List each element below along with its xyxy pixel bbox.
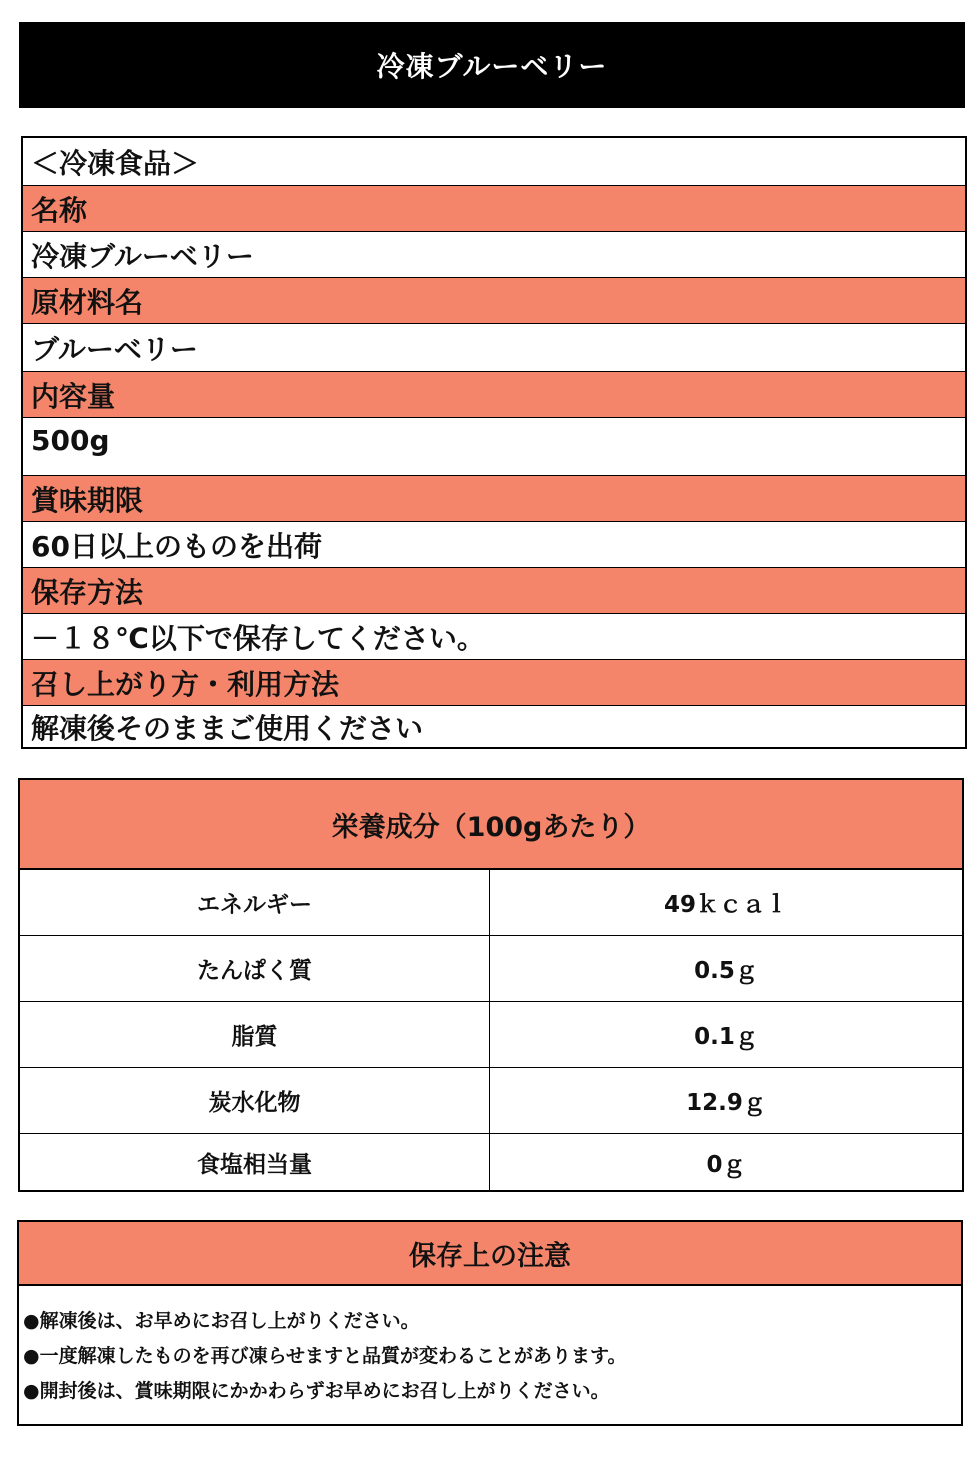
spec-label-content: 内容量	[23, 372, 965, 418]
spec-value-ingredients: ブルーベリー	[23, 324, 965, 372]
nutrient-value: 49ｋｃａｌ	[663, 892, 788, 918]
nutrient-value: 0.5ｇ	[694, 958, 758, 984]
caution-item: ●一度解凍したものを再び凍らせますと品質が変わることがあります。	[23, 1345, 627, 1367]
nutrient-value: 0ｇ	[706, 1151, 746, 1178]
spec-label-name: 名称	[23, 186, 965, 232]
category-label: ＜冷凍食品＞	[23, 138, 965, 186]
spec-label-usage: 召し上がり方・利用方法	[23, 660, 965, 706]
storage-caution-box	[17, 1220, 963, 1426]
nutrient-value: 12.9ｇ	[686, 1090, 766, 1116]
nutrition-table	[18, 778, 964, 1192]
table-row	[20, 1068, 962, 1134]
spec-value-content: 500g	[23, 418, 965, 476]
nutrient-name: たんぱく質	[20, 936, 490, 1001]
table-row	[20, 1134, 962, 1190]
nutrient-value: 0.1ｇ	[694, 1024, 758, 1050]
nutrient-name: 食塩相当量	[20, 1134, 490, 1190]
nutrient-name: エネルギー	[20, 870, 490, 935]
page-title: 冷凍ブルーベリー	[19, 22, 965, 108]
nutrient-name: 炭水化物	[20, 1068, 490, 1133]
spec-label-storage: 保存方法	[23, 568, 965, 614]
caution-header: 保存上の注意	[19, 1222, 961, 1286]
spec-label-ingredients: 原材料名	[23, 278, 965, 324]
spec-label-expiry: 賞味期限	[23, 476, 965, 522]
nutrition-header: 栄養成分（100gあたり）	[20, 780, 962, 870]
spec-value-expiry: 60日以上のものを出荷	[23, 522, 965, 568]
spec-table	[21, 136, 967, 749]
caution-item: ●開封後は、賞味期限にかかわらずお早めにお召し上がりください。	[23, 1380, 610, 1402]
nutrient-name: 脂質	[20, 1002, 490, 1067]
spec-value-usage: 解凍後そのままご使用ください	[31, 711, 424, 745]
spec-value-storage: －１８℃以下で保存してください。	[23, 614, 965, 660]
caution-item: ●解凍後は、お早めにお召し上がりください。	[23, 1310, 420, 1332]
spec-value-name: 冷凍ブルーベリー	[23, 232, 965, 278]
table-row	[20, 936, 962, 1002]
table-row	[20, 1002, 962, 1068]
table-row	[20, 870, 962, 936]
